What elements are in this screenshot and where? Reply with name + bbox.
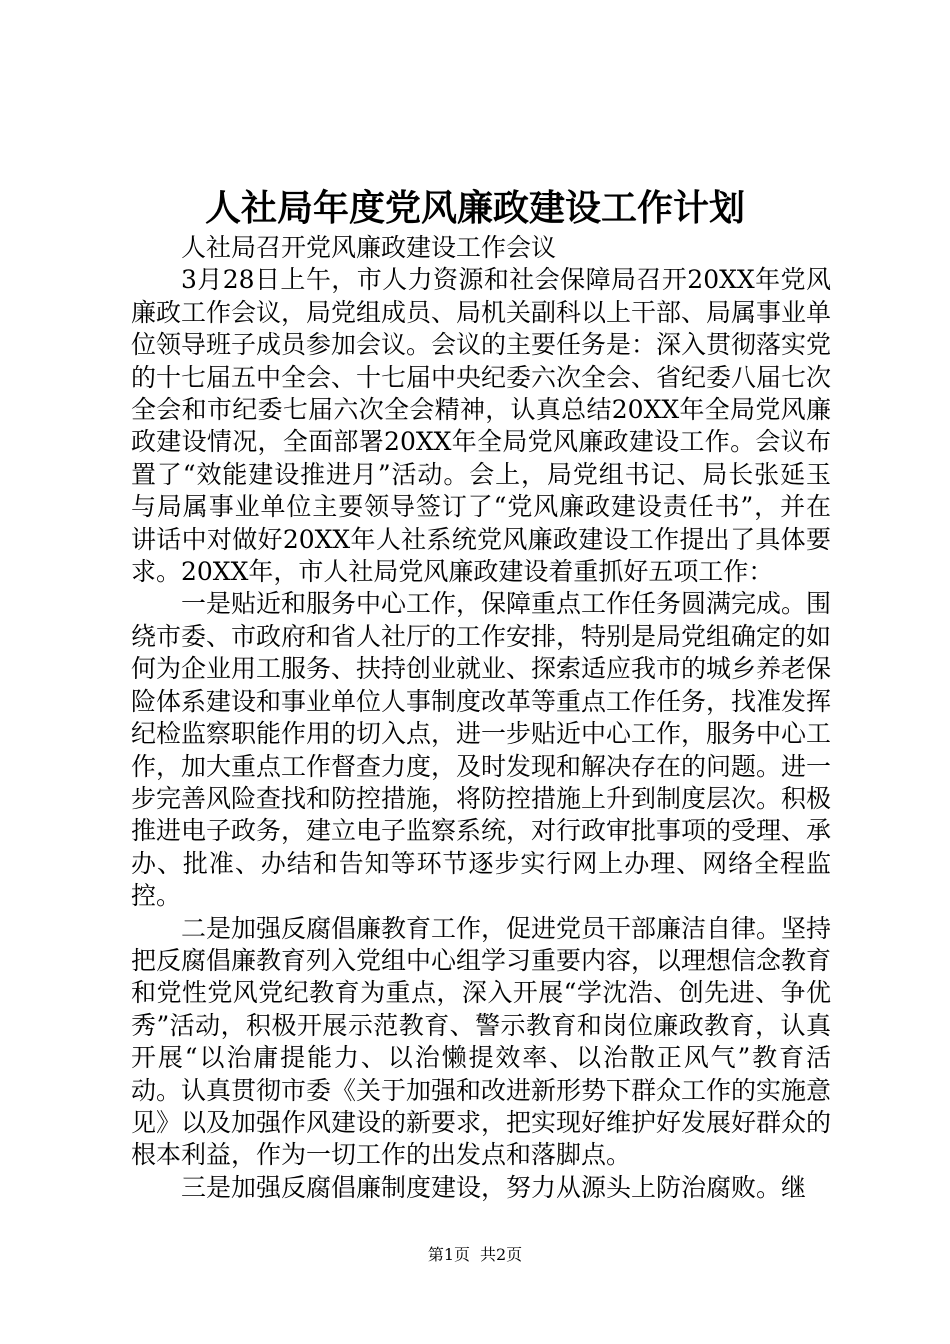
paragraph-meeting-summary: 3月28日上午，市人力资源和社会保障局召开20XX年党风廉政工作会议，局党组成员、局机关副科以上干部、局属事业单位领导班子成员参加会议。会议的主要任务是：深入贯彻落实党的十七届五中全会、十七届中央纪委六次全会、省纪委八届七次全会和市纪委七届六次全会精神，认真总结20XX年全局党风廉政建设情况，全面部署20XX年全局党风廉政建设工作。会议布置了“效能建设推进月”活动。会上，局党组书记、局长张延玉与局属事业单位主要领导签订了“党风廉政建设责任书”，并在讲话中对做好20XX年人社系统党风廉政建设工作提出了具体要求。20XX年，市人社局党风廉政建设着重抓好五项工作： <box>131 265 832 587</box>
document-body <box>131 232 831 1204</box>
document-title: 人社局年度党风廉政建设工作计划 <box>204 187 745 229</box>
paragraph-subtitle: 人社局召开党风廉政建设工作会议 <box>181 233 557 262</box>
paragraph-item-three: 三是加强反腐倡廉制度建设，努力从源头上防治腐败。继 <box>181 1172 807 1202</box>
paragraph-item-one: 一是贴近和服务中心工作，保障重点工作任务圆满完成。围绕市委、市政府和省人社厅的工作安排，特别是局党组确定的如何为企业用工服务、扶持创业就业、探索适应我市的城乡养老保险体系建设和事业单位人事制度改革等重点工作任务，找准发挥纪检监察职能作用的切入点，进一步贴近中心工作，服务中心工作，加大重点工作督查力度，及时发现和解决存在的问题。进一步完善风险查找和防控措施，将防控措施上升到制度层次。积极推进电子政务，建立电子监察系统，对行政审批事项的受理、承办、批准、办结和告知等环节逐步实行网上办理、网络全程监控。 <box>131 589 832 911</box>
paragraph-item-two: 二是加强反腐倡廉教育工作，促进党员干部廉洁自律。坚持把反腐倡廉教育列入党组中心组学习重要内容，以理想信念教育和党性党风党纪教育为重点，深入开展“学沈浩、创先进、争优秀”活动，积极开展示范教育、警示教育和岗位廉政教育，认真开展“以治庸提能力、以治懒提效率、以治散正风气”教育活动。认真贯彻市委《关于加强和改进新形势下群众工作的实施意见》以及加强作风建设的新要求，把实现好维护好发展好群众的根本利益，作为一切工作的出发点和落脚点。 <box>131 913 832 1170</box>
page-number: 第1页 <box>427 1245 470 1264</box>
page-footer <box>0 1244 950 1266</box>
page-total: 共2页 <box>480 1245 523 1264</box>
